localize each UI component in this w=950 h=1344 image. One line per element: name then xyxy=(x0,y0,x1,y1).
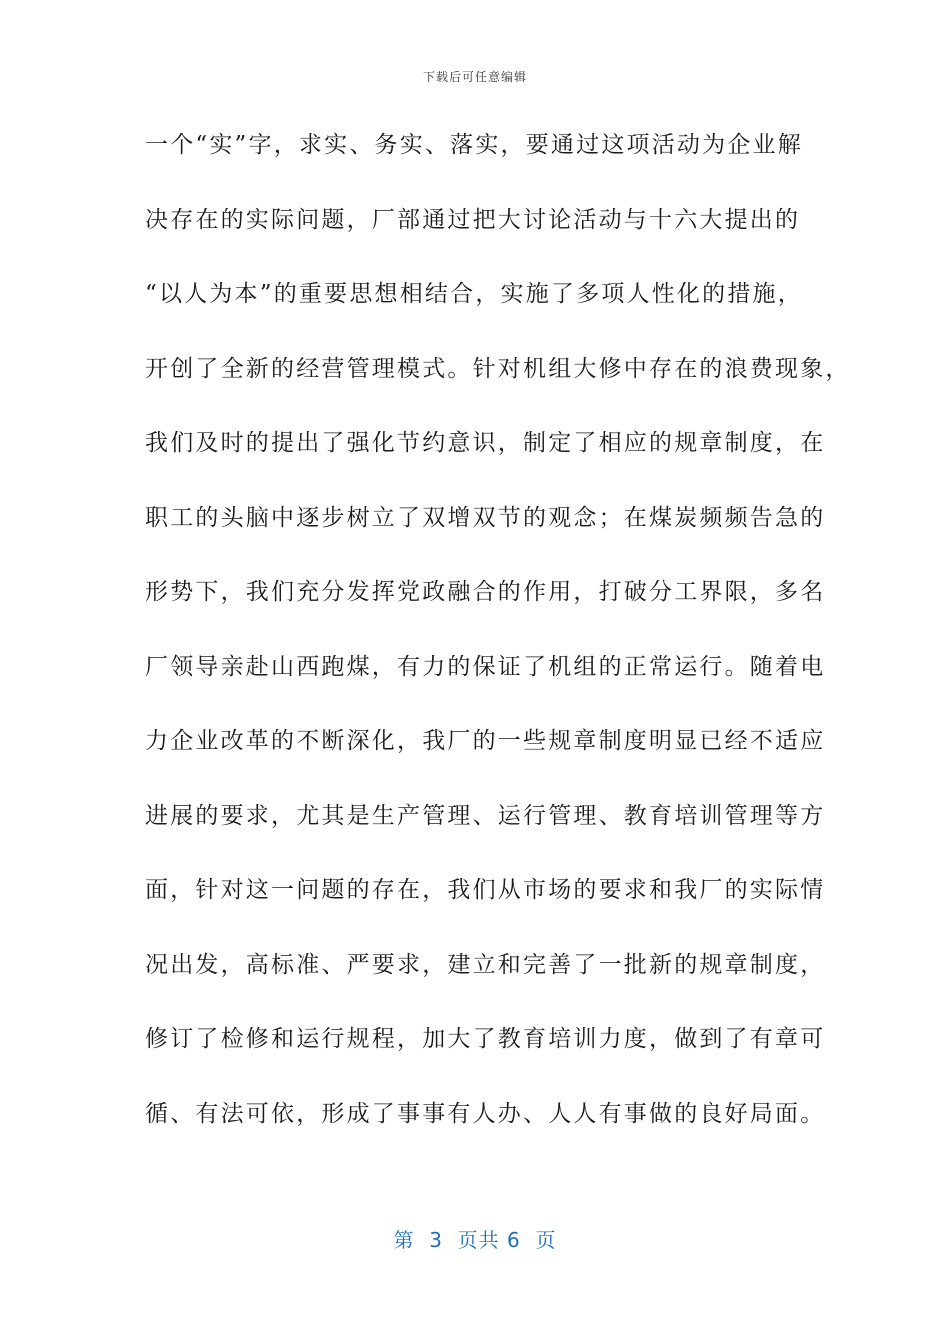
body-line: 决存在的实际问题，厂部通过把大讨论活动与十六大提出的 xyxy=(145,206,801,233)
body-line: 厂领导亲赴山西跑煤，有力的保证了机组的正常运行。随着电 xyxy=(145,653,826,680)
body-line: 职工的头脑中逐步树立了双增双节的观念；在煤炭频频告急的 xyxy=(145,504,826,531)
body-line: 面，针对这一问题的存在，我们从市场的要求和我厂的实际情 xyxy=(145,877,826,903)
body-line: 我们及时的提出了强化节约意识，制定了相应的规章制度，在 xyxy=(145,430,826,456)
body-line: 力企业改革的不断深化，我厂的一些规章制度明显已经不适应 xyxy=(145,728,826,754)
document-body xyxy=(145,123,851,1166)
body-line: 修订了检修和运行规程，加大了教育培训力度，做到了有章可 xyxy=(145,1026,826,1052)
body-line: “以人为本”的重要思想相结合，实施了多项人性化的措施， xyxy=(145,281,803,307)
body-line: 况出发，高标准、严要求，建立和完善了一批新的规章制度， xyxy=(145,951,826,978)
header-note: 下载后可任意编辑 xyxy=(422,70,527,84)
body-line: 开创了全新的经营管理模式。针对机组大修中存在的浪费现象， xyxy=(145,355,851,382)
page-number-footer: 第 3 页共 6 页 xyxy=(393,1228,557,1252)
body-line: 循、有法可依，形成了事事有人办、人人有事做的良好局面。 xyxy=(145,1100,826,1127)
body-line: 形势下，我们充分发挥党政融合的作用，打破分工界限，多名 xyxy=(145,579,826,605)
body-line: 一个“实”字，求实、务实、落实，要通过这项活动为企业解 xyxy=(145,132,803,158)
body-line: 进展的要求，尤其是生产管理、运行管理、教育培训管理等方 xyxy=(145,802,826,829)
